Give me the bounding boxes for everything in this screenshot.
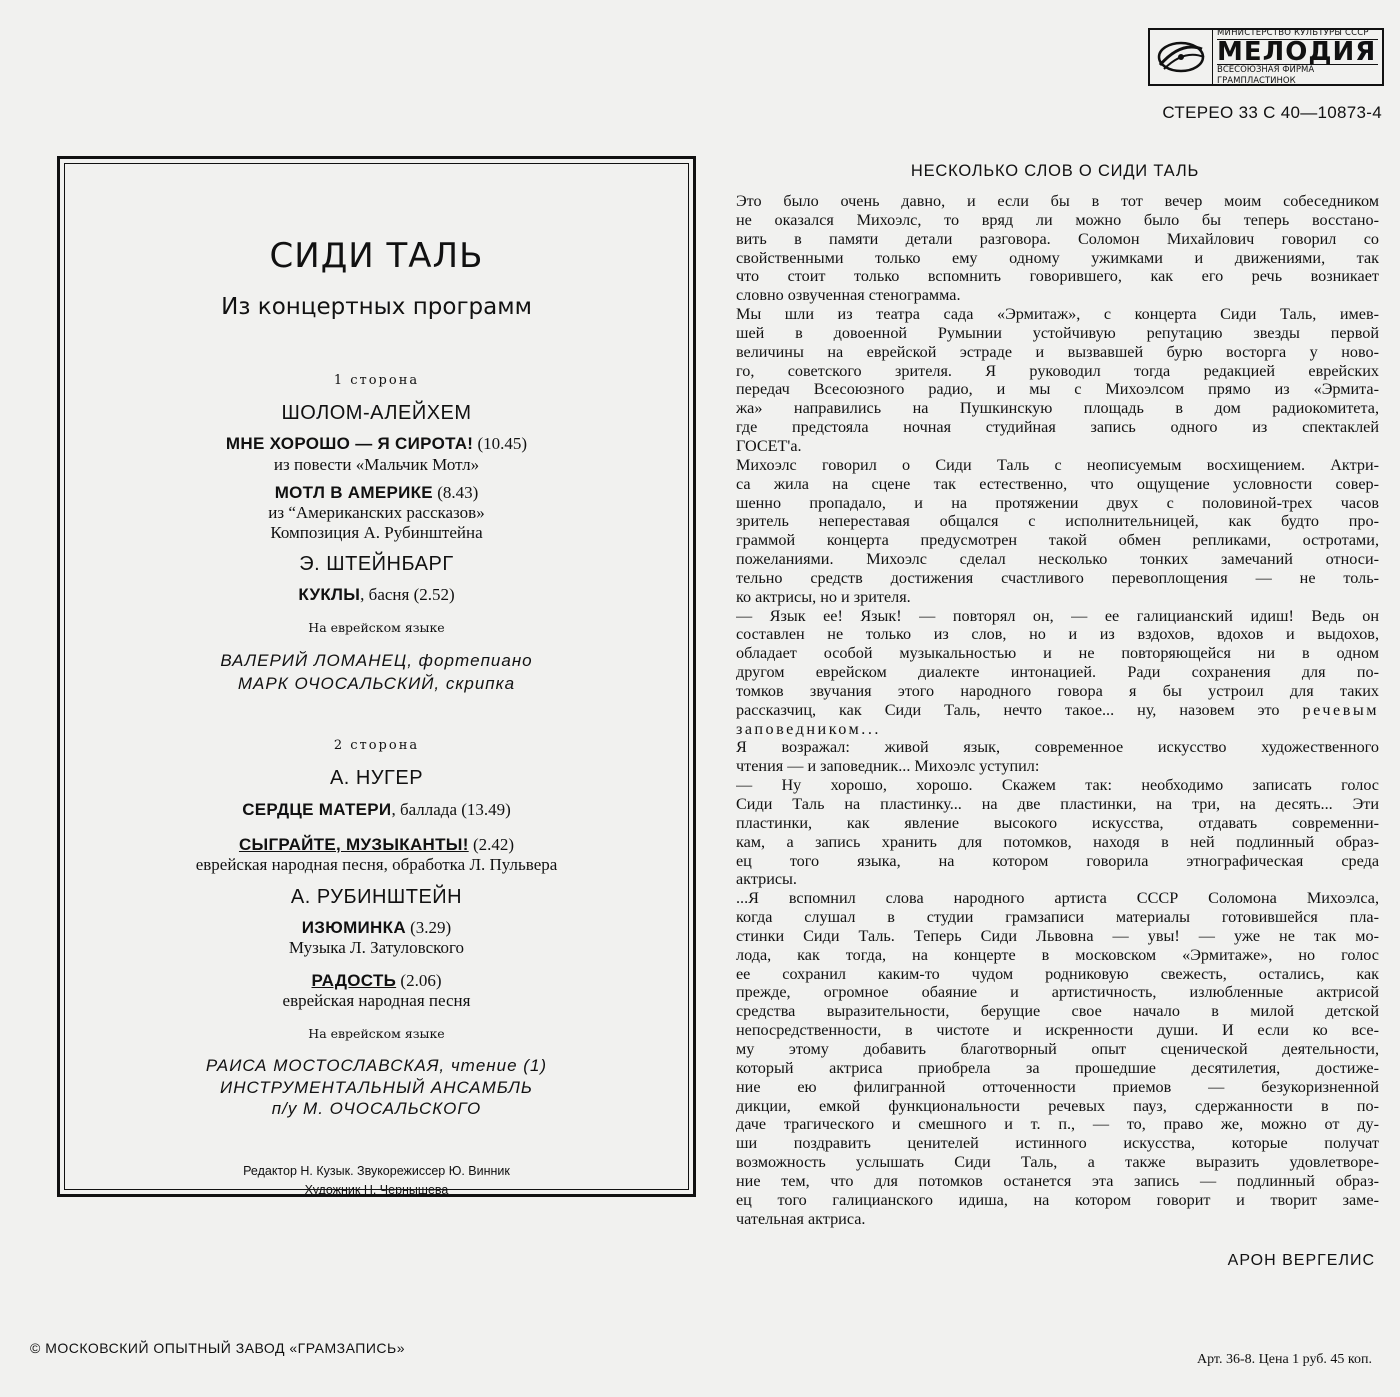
article-line: Это было очень давно, и если бы в тот вечер моим собеседником <box>736 192 1379 210</box>
side1-performer1: ВАЛЕРИЙ ЛОМАНЕЦ, фортепиано <box>220 651 533 670</box>
track-list-panel <box>57 156 696 1197</box>
article-line: величины на еврейской эстраде и вызвавшей бурю восторга у ново- <box>736 342 1379 361</box>
side1-track2-composition: Композиция А. Рубинштейна <box>270 523 483 542</box>
side1-track1-note: из повести «Мальчик Мотл» <box>273 455 480 474</box>
article-line: ко актрисы, но и зрителя. <box>736 587 911 606</box>
side2-performer2: ИНСТРУМЕНТАЛЬНЫЙ АНСАМБЛЬ <box>220 1078 533 1097</box>
side2-label: 2 сторона <box>333 738 420 753</box>
side2-track2-time: (2.42) <box>468 835 515 854</box>
article-line <box>736 701 1379 720</box>
credits-line2: Художник Н. Чернышева <box>304 1183 449 1197</box>
side1-track1 <box>65 434 688 454</box>
article-line: вить в памяти детали разговора. Соломон Михайлович говорил со <box>736 229 1379 248</box>
side2-track1 <box>65 800 688 820</box>
article-line: даче трагического и смешного и т. п., — то, право же, можно от ду- <box>736 1115 1379 1134</box>
logo-ministry: МИНИСТЕРСТВО КУЛЬТУРЫ СССР <box>1217 28 1378 40</box>
side1-label: 1 сторона <box>333 373 420 388</box>
article-line: который актриса приобрела за прошедшие десятилетия, достиже- <box>736 1058 1379 1077</box>
side2-track3-note: Музыка Л. Затуловского <box>288 938 465 957</box>
article-line: чтения — и заповедник... Михоэлс уступил: <box>736 757 1040 776</box>
side2-author-rubinstein: А. РУБИНШТЕЙН <box>290 886 463 908</box>
article-line: стинки Сиди Таль. Теперь Сиди Львовна — увы! — уже не так мо- <box>736 926 1379 945</box>
article-line: — Язык ее! Язык! — повторял он, — ее галицианский идиш! Ведь он <box>736 606 1379 625</box>
logo-firm: ВСЕСОЮЗНАЯ ФИРМА ГРАМПЛАСТИНОК <box>1217 64 1378 87</box>
side1-track1-title: МНЕ ХОРОШО — Я СИРОТА! <box>225 434 474 453</box>
article-line: лода, как тогда, на концерте в московском «Эрмитаже», но голос <box>736 945 1379 964</box>
article-line: непосредственности, в чистоте и искренности души. И если ко все- <box>736 1021 1379 1040</box>
article-line: ши поздравить ценителей истинного искусства, которые получат <box>736 1134 1379 1153</box>
article-line: жа» направились на Пушкинскую площадь в дом радиокомитета, <box>736 399 1379 418</box>
article-line: ние тем, что для потомков останется эта запись — подлинный образ- <box>736 1171 1379 1190</box>
side1-track2-note: из “Американских рассказов» <box>268 503 485 522</box>
side2-track2-title: СЫГРАЙТЕ, МУЗЫКАНТЫ! <box>238 835 469 854</box>
side1-track3 <box>65 585 688 605</box>
article-line: шей в довоенной Румынии устойчивую репутацию звезды первой <box>736 323 1379 342</box>
side1-author-steinbarg: Э. ШТЕЙНБАРГ <box>299 553 454 575</box>
article-line: составлен не только из слов, но и из вздохов, вдохов и выдохов, <box>736 625 1379 644</box>
side2-language: На еврейском языке <box>308 1026 445 1041</box>
article-line: кам, а запись хранить для потомков, находя в ней подлинный образ- <box>736 832 1379 851</box>
side1-track1-time: (10.45) <box>473 434 528 453</box>
side1-track2-title: МОТЛ В АМЕРИКЕ <box>274 483 433 502</box>
article-line: шенно пропадало, и на протяжении двух с половиной-трех часов <box>736 493 1379 512</box>
article-line: ГОСЕТ'а. <box>736 436 802 455</box>
side1-performer2: МАРК ОЧОСАЛЬСКИЙ, скрипка <box>237 674 516 693</box>
side2-track1-title: СЕРДЦЕ МАТЕРИ <box>242 800 392 819</box>
article-title: НЕСКОЛЬКО СЛОВ О СИДИ ТАЛЬ <box>910 162 1200 180</box>
side2-author-nuger: А. НУГЕР <box>329 767 424 789</box>
melodiya-emblem-icon <box>1150 30 1213 84</box>
side2-track4-note: еврейская народная песня <box>282 991 471 1010</box>
article-line: средства выразительности, берущие свое начало в милой детской <box>736 1002 1379 1021</box>
side2-track4-title: РАДОСТЬ <box>311 971 397 990</box>
article-line: прежде, огромное обаяние и артистичность, излюбленные актрисой <box>736 983 1379 1002</box>
article-line: пластинки, как явление высокого искусства, отдавать современни- <box>736 813 1379 832</box>
article-line: ец того языка, на котором говорила этнографическая среда <box>736 851 1379 870</box>
album-artist: СИДИ ТАЛЬ <box>269 236 484 276</box>
article-line: чательная актриса. <box>736 1209 866 1228</box>
article-line: Я возражал: живой язык, современное искусство художественного <box>736 738 1379 757</box>
side2-track4-time: (2.06) <box>396 971 442 990</box>
credits-line1: Редактор Н. Кузык. Звукорежиссер Ю. Винник <box>243 1164 510 1178</box>
article-line: свойственными только ему одному ужимками и движениями, так <box>736 248 1379 267</box>
article-line: Мы шли из театра сада «Эрмитаж», с концерта Сиди Таль, имев- <box>736 305 1379 324</box>
side2-track2-note: еврейская народная песня, обработка Л. Пульвера <box>195 855 558 874</box>
article-line: обладает особой музыкальностью и не повторяющейся ни в одном <box>736 644 1379 663</box>
side2-track3-time: (3.29) <box>405 918 452 937</box>
article-line: ец того галицианского идиша, на котором говорит и творит заме- <box>736 1190 1379 1209</box>
side1-track2-time: (8.43) <box>432 483 479 502</box>
melodiya-logo <box>1148 28 1384 86</box>
article-line-part: рассказчиц, как Сиди Таль, нечто такое... ну, назовем это <box>736 700 1303 719</box>
article-line: зритель непереставая общался с исполнительницей, как будто про- <box>736 512 1379 531</box>
side1-track3-rest: , басня (2.52) <box>360 585 455 604</box>
article-line: ...Я вспомнил слова народного артиста СССР Соломона Михоэлса, <box>736 889 1379 908</box>
side1-language: На еврейском языке <box>308 620 445 635</box>
article-line: возможность услышать Сиди Таль, а также выразить удовлетворе- <box>736 1153 1379 1172</box>
article-line: передач Всесоюзного радио, и мы с Михоэлсом прямо из «Эрмита- <box>736 380 1379 399</box>
side2-performer1: РАИСА МОСТОСЛАВСКАЯ, чтение (1) <box>205 1056 548 1075</box>
article-line: ние ею филигранной отточенности приемов — безукоризненной <box>736 1077 1379 1096</box>
article-line: Михоэлс говорил о Сиди Таль с неописуемым восхищением. Актри- <box>736 455 1379 474</box>
article-line: дикции, емкой функциональности речевых пауз, сдержанности в по- <box>736 1096 1379 1115</box>
article-line: где предстояла ночная студийная запись одного из спектаклей <box>736 418 1379 437</box>
article-line: му этому добавить благотворный опыт сценической деятельности, <box>736 1039 1379 1058</box>
article-line: са жила на сцене так естественно, что ощущение условности совер- <box>736 474 1379 493</box>
article-line: актрисы. <box>736 870 797 889</box>
article-line: — Ну хорошо, хорошо. Скажем так: необходимо записать голос <box>736 776 1379 795</box>
article-line: другом еврейском диалекте интонацией. Ради сохранения для по- <box>736 663 1379 682</box>
logo-brand: МЕЛОДИЯ <box>1217 36 1377 67</box>
catalog-number: СТЕРЕО 33 С 40—10873-4 <box>1162 103 1382 122</box>
article-body <box>736 192 1379 1228</box>
side2-track4 <box>65 971 688 991</box>
side1-author-sholom: ШОЛОМ-АЛЕЙХЕМ <box>281 402 472 424</box>
article-line: Сиди Таль на пластинку... на две пластинки, на три, на десять... Эти <box>736 795 1379 813</box>
price-info: Арт. 36-8. Цена 1 руб. 45 коп. <box>1196 1352 1372 1367</box>
article-line: тельно средств достижения счастливого перевоплощения — не толь- <box>736 568 1379 587</box>
article-line: граммой концерта предусмотрен такой обмен репликами, остротами, <box>736 531 1379 550</box>
article-line: когда слушал в студии грамзаписи материалы готовившейся пла- <box>736 908 1379 927</box>
article-line: пожеланиями. Михоэлс сделал несколько тонких замечаний относи- <box>736 550 1379 569</box>
article-line: словно озвученная стенограмма. <box>736 286 961 305</box>
article-line: что стоит только вспомнить говорившего, как его речь возникает <box>736 267 1379 286</box>
track-list-inner-frame <box>64 163 689 1197</box>
article-emphasis: речевым <box>1302 700 1379 719</box>
article-line: томков звучания этого народного говора я бы устроил для таких <box>736 681 1379 700</box>
album-subtitle: Из концертных программ <box>221 294 532 320</box>
side1-track3-title: КУКЛЫ <box>298 585 361 604</box>
article-line: го, советского зрителя. Я руководил тогда редакцией еврейских <box>736 361 1379 380</box>
article-line: заповедником... <box>736 719 881 738</box>
article-line: не оказался Михоэлс, то вряд ли можно было бы теперь восстано- <box>736 210 1379 229</box>
factory-copyright: © МОСКОВСКИЙ ОПЫТНЫЙ ЗАВОД «ГРАМЗАПИСЬ» <box>30 1340 405 1356</box>
side2-track2 <box>65 835 688 855</box>
side2-performer3: п/у М. ОЧОСАЛЬСКОГО <box>271 1099 482 1118</box>
side2-track1-rest: , баллада (13.49) <box>391 800 511 819</box>
side2-track3-title: ИЗЮМИНКА <box>301 918 406 937</box>
side1-track2 <box>65 483 688 503</box>
article-signature: АРОН ВЕРГЕЛИС <box>1227 1252 1375 1269</box>
article-line: ее сохранил каким-то чудом родниковую свежесть, остались, как <box>736 964 1379 983</box>
side2-track3 <box>65 918 688 938</box>
